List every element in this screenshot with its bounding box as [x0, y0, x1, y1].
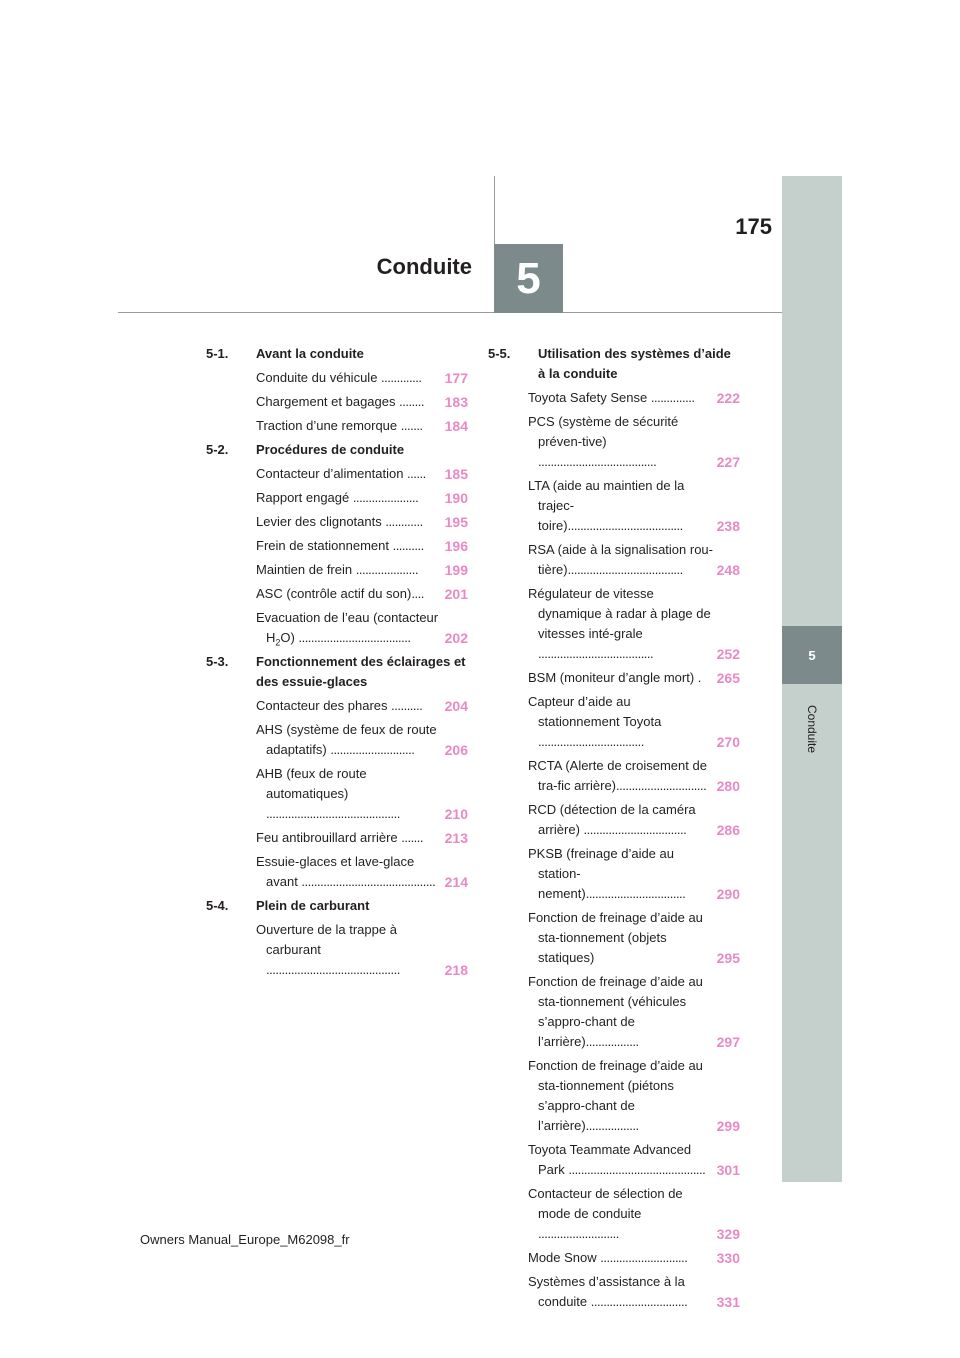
toc-entry-leader-dots: ...........................................	[266, 806, 400, 821]
toc-entry-page-link[interactable]: 206	[444, 742, 468, 758]
toc-entry-text: Fonction de freinage d’aide au sta-tionnement (véhicules s’appro-chant de l’arrière)	[528, 974, 703, 1049]
toc-entry-text: AHB (feux de route automatiques)	[256, 766, 367, 801]
toc-section-number: 5-4.	[206, 898, 229, 913]
toc-entry-page-link[interactable]: 183	[444, 394, 468, 410]
toc-entry-leader-dots: ............................	[600, 1250, 688, 1265]
toc-entry-subscript: 2	[275, 637, 281, 648]
toc-entry-label	[528, 1248, 715, 1268]
toc-entry[interactable]	[206, 536, 468, 556]
toc-entry[interactable]	[488, 844, 740, 904]
toc-entry-leader-dots: ...........................................	[301, 874, 436, 889]
toc-entry[interactable]	[206, 512, 468, 532]
toc-entry[interactable]	[488, 540, 740, 580]
toc-entry-page-link[interactable]: 196	[444, 538, 468, 554]
toc-entry-page-link[interactable]: 184	[444, 418, 468, 434]
toc-section-number: 5-5.	[488, 346, 511, 361]
toc-entry-leader-dots: ....	[411, 586, 424, 601]
toc-entry-leader-dots: .......	[401, 830, 424, 845]
toc-entry-label	[256, 852, 443, 892]
toc-entry-text: Chargement et bagages	[256, 394, 400, 409]
toc-entry-label	[528, 388, 715, 408]
toc-entry[interactable]	[206, 828, 468, 848]
toc-entry-text: Toyota Safety Sense	[528, 390, 651, 405]
toc-entry-label	[256, 696, 443, 716]
toc-entry-text: Contacteur de sélection de mode de conduite	[528, 1186, 683, 1221]
toc-entry-text: Feu antibrouillard arrière	[256, 830, 402, 845]
toc-entry-leader-dots: ..................................	[538, 734, 644, 749]
toc-entry-leader-dots: .................................	[583, 822, 687, 837]
toc-entry-label	[256, 764, 443, 824]
toc-entry-label	[528, 1140, 715, 1180]
toc-entry-label	[256, 512, 443, 532]
toc-entry-label	[528, 756, 715, 796]
toc-entry-leader-dots: ..........	[392, 538, 424, 553]
toc-entry-page-link[interactable]: 199	[444, 562, 468, 578]
toc-entry-label	[528, 668, 715, 688]
toc-section-heading[interactable]	[488, 344, 740, 384]
toc-entry-leader-dots: .................	[585, 1118, 639, 1133]
toc-entry-label	[528, 540, 715, 580]
toc-entry[interactable]	[206, 608, 468, 648]
toc-section-heading[interactable]	[206, 896, 468, 916]
side-tab-number: 5	[808, 647, 816, 663]
toc-entry-text: Contacteur d’alimentation	[256, 466, 408, 481]
toc-entry-leader-dots: ......	[407, 466, 426, 481]
side-tab-label	[782, 684, 842, 774]
toc-entry-label	[528, 972, 715, 1052]
toc-entry-text: RCD (détection de la caméra arrière)	[528, 802, 696, 837]
footer-text: Owners Manual_Europe_M62098_fr	[140, 1232, 350, 1247]
toc-entry-page-link[interactable]: 252	[716, 646, 740, 662]
toc-entry[interactable]	[206, 920, 468, 980]
toc-entry-text: Régulateur de vitesse dynamique à radar à plage de vitesses inté-grale	[528, 586, 711, 641]
toc-entry[interactable]	[206, 488, 468, 508]
toc-entry-label	[528, 800, 715, 840]
toc-entry-page-link[interactable]: 297	[716, 1034, 740, 1050]
toc-entry-label	[256, 392, 443, 412]
toc-entry-text: Fonction de freinage d’aide au sta-tionnement (objets statiques)	[528, 910, 703, 965]
toc-entry-page-link[interactable]: 177	[444, 370, 468, 386]
toc-entry-label	[528, 412, 715, 472]
toc-entry-label	[528, 476, 715, 536]
toc-entry-text: BSM (moniteur d’angle mort)	[528, 670, 698, 685]
toc-entry-text: RCTA (Alerte de croisement de tra-fic arrière)	[528, 758, 707, 793]
toc-entry-leader-dots: ................................	[585, 886, 686, 901]
toc-entry-page-link[interactable]: 202	[444, 630, 468, 646]
toc-entry-page-link[interactable]: 213	[444, 830, 468, 846]
toc-entry-label	[256, 920, 443, 980]
toc-entry-label	[256, 536, 443, 556]
toc-section-title: Fonctionnement des éclairages et des essuie-glaces	[256, 654, 466, 689]
toc-entry-text: Evacuation de l’eau (contacteur H	[256, 610, 439, 645]
toc-entry-label	[528, 692, 715, 752]
toc-section-number: 5-1.	[206, 346, 229, 361]
toc-entry-leader-dots: ...........................................	[266, 962, 400, 977]
toc-entry-text: Maintien de frein	[256, 562, 356, 577]
toc-entry-label	[256, 720, 443, 760]
toc-entry-page-link[interactable]: 280	[716, 778, 740, 794]
toc-entry[interactable]	[488, 908, 740, 968]
toc-entry-page-link[interactable]: 227	[716, 454, 740, 470]
toc-entry[interactable]	[206, 852, 468, 892]
toc-entry[interactable]	[488, 972, 740, 1052]
toc-entry[interactable]	[206, 696, 468, 716]
toc-entry-leader-dots: ............................................	[568, 1162, 706, 1177]
toc-entry-leader-dots: ......................................	[538, 454, 657, 469]
toc-section-heading[interactable]	[206, 652, 468, 692]
toc-entry-leader-dots: ...............................	[590, 1294, 688, 1309]
toc-entry[interactable]	[206, 464, 468, 484]
toc-section-heading[interactable]	[206, 440, 468, 460]
toc-entry-leader-dots: ..........................	[538, 1226, 619, 1241]
toc-entry-leader-dots: .....................................	[567, 562, 683, 577]
toc-entry[interactable]	[488, 692, 740, 752]
toc-entry[interactable]	[488, 412, 740, 472]
toc-entry-text: AHS (système de feux de route adaptatifs)	[256, 722, 437, 757]
toc-entry-text: PKSB (freinage d’aide au station-nement)	[528, 846, 674, 901]
toc-entry-leader-dots: .....................................	[567, 518, 683, 533]
toc-entry-leader-dots: ...........................	[330, 742, 415, 757]
toc-entry-label	[528, 584, 715, 664]
toc-entry-label	[256, 488, 443, 508]
toc-entry-text: Conduite du véhicule	[256, 370, 382, 385]
toc-section-heading[interactable]	[206, 344, 468, 364]
toc-entry[interactable]	[488, 584, 740, 664]
toc-entry-label	[528, 1272, 715, 1312]
toc-entry[interactable]	[488, 1272, 740, 1312]
toc-entry-leader-dots: ..............	[650, 390, 695, 405]
toc-entry-leader-dots: ..........	[391, 698, 423, 713]
toc-entry[interactable]	[206, 560, 468, 580]
toc-entry-page-link[interactable]: 301	[716, 1162, 740, 1178]
toc-entry-page-link[interactable]: 210	[444, 806, 468, 822]
toc-entry-label	[528, 844, 715, 904]
toc-section-title: Avant la conduite	[256, 346, 364, 361]
toc-entry-text: Levier des clignotants	[256, 514, 386, 529]
toc-entry-text: LTA (aide au maintien de la trajec-toire)	[528, 478, 685, 533]
toc-entry-text: Contacteur des phares	[256, 698, 392, 713]
toc-entry-page-link[interactable]: 218	[444, 962, 468, 978]
toc-entry-leader-dots: .................	[585, 1034, 639, 1049]
header-horizontal-rule	[118, 312, 782, 313]
side-tab-chapter[interactable]	[782, 626, 842, 684]
toc-entry[interactable]	[488, 476, 740, 536]
toc-entry-text: PCS (système de sécurité préven-tive)	[528, 414, 679, 449]
toc-entry-page-link[interactable]: 204	[444, 698, 468, 714]
toc-entry-leader-dots: .	[697, 670, 701, 685]
toc-section-number: 5-3.	[206, 654, 229, 669]
toc-right-column	[488, 344, 740, 1316]
toc-section-title: Utilisation des systèmes d’aide à la conduite	[538, 346, 731, 381]
toc-entry-text: Essuie-glaces et lave-glace avant	[256, 854, 415, 889]
chapter-number-box	[494, 244, 563, 313]
toc-entry-page-link[interactable]: 222	[716, 390, 740, 406]
toc-entry[interactable]	[488, 1248, 740, 1268]
toc-entry-leader-dots: .....................................	[538, 646, 654, 661]
toc-entry-label	[256, 584, 443, 604]
toc-entry-label	[256, 368, 443, 388]
toc-entry-text: ASC (contrôle actif du son)	[256, 586, 412, 601]
toc-entry-page-link[interactable]: 201	[444, 586, 468, 602]
side-tab-label-text: Conduite	[804, 704, 819, 754]
toc-entry-page-link[interactable]: 238	[716, 518, 740, 534]
toc-entry-label	[528, 1184, 715, 1244]
toc-entry-leader-dots: .............................	[616, 778, 707, 793]
toc-entry-label	[256, 416, 443, 436]
page-number: 175	[735, 214, 772, 239]
toc-entry-text: Fonction de freinage d’aide au sta-tionnement (piétons s’appro-chant de l’arrière)	[528, 1058, 703, 1133]
toc-entry[interactable]	[488, 1140, 740, 1180]
toc-entry-page-link[interactable]: 248	[716, 562, 740, 578]
toc-entry[interactable]	[206, 392, 468, 412]
toc-entry-text: Frein de stationnement	[256, 538, 393, 553]
toc-section-number: 5-2.	[206, 442, 229, 457]
chapter-title: Conduite	[376, 254, 472, 279]
toc-entry-text: Traction d’une remorque	[256, 418, 401, 433]
toc-entry-text: Mode Snow	[528, 1250, 601, 1265]
toc-entry-text-after: O)	[280, 630, 299, 645]
toc-entry-text: Capteur d’aide au stationnement Toyota	[528, 694, 662, 729]
toc-entry-page-link[interactable]: 329	[716, 1226, 740, 1242]
toc-entry-page-link[interactable]: 214	[444, 874, 468, 890]
toc-entry[interactable]	[206, 584, 468, 604]
toc-section-title: Plein de carburant	[256, 898, 370, 913]
toc-entry-page-link[interactable]: 185	[444, 466, 468, 482]
toc-entry-text: RSA (aide à la signalisation rou-tière)	[528, 542, 713, 577]
toc-section-title: Procédures de conduite	[256, 442, 405, 457]
toc-entry-leader-dots: .............	[381, 370, 422, 385]
toc-entry-label	[256, 828, 443, 848]
toc-entry-page-link[interactable]: 195	[444, 514, 468, 530]
toc-entry-label	[256, 608, 443, 648]
toc-entry-label	[528, 908, 715, 968]
toc-entry-leader-dots: ....................	[355, 562, 418, 577]
toc-entry-label	[256, 560, 443, 580]
toc-entry[interactable]	[206, 764, 468, 824]
toc-entry-text: Ouverture de la trappe à carburant	[256, 922, 397, 957]
toc-entry-leader-dots: .......	[400, 418, 423, 433]
toc-entry-label	[528, 1056, 715, 1136]
toc-entry-page-link[interactable]: 286	[716, 822, 740, 838]
toc-entry-page-link[interactable]: 299	[716, 1118, 740, 1134]
toc-entry[interactable]	[206, 368, 468, 388]
toc-entry-page-link[interactable]: 295	[716, 950, 740, 966]
toc-left-column	[206, 344, 468, 984]
chapter-number: 5	[516, 253, 541, 303]
toc-entry-page-link[interactable]: 190	[444, 490, 468, 506]
toc-entry-text: Systèmes d’assistance à la conduite	[528, 1274, 685, 1309]
toc-entry[interactable]	[488, 1184, 740, 1244]
toc-entry-label	[256, 464, 443, 484]
toc-entry[interactable]	[488, 800, 740, 840]
toc-entry-page-link[interactable]: 330	[716, 1250, 740, 1266]
toc-entry-text: Toyota Teammate Advanced Park	[528, 1142, 692, 1177]
toc-entry[interactable]	[206, 416, 468, 436]
toc-entry-text: Rapport engagé	[256, 490, 353, 505]
toc-entry[interactable]	[488, 668, 740, 688]
toc-entry[interactable]	[488, 756, 740, 796]
toc-entry[interactable]	[206, 720, 468, 760]
toc-entry-page-link[interactable]: 270	[716, 734, 740, 750]
toc-entry-leader-dots: ............	[385, 514, 423, 529]
toc-entry-leader-dots: ....................................	[298, 630, 411, 645]
toc-entry-leader-dots: ........	[399, 394, 425, 409]
toc-entry[interactable]	[488, 388, 740, 408]
toc-entry-page-link[interactable]: 265	[716, 670, 740, 686]
toc-entry-page-link[interactable]: 290	[716, 886, 740, 902]
toc-entry-page-link[interactable]: 331	[716, 1294, 740, 1310]
toc-entry[interactable]	[488, 1056, 740, 1136]
toc-entry-leader-dots: .....................	[352, 490, 419, 505]
